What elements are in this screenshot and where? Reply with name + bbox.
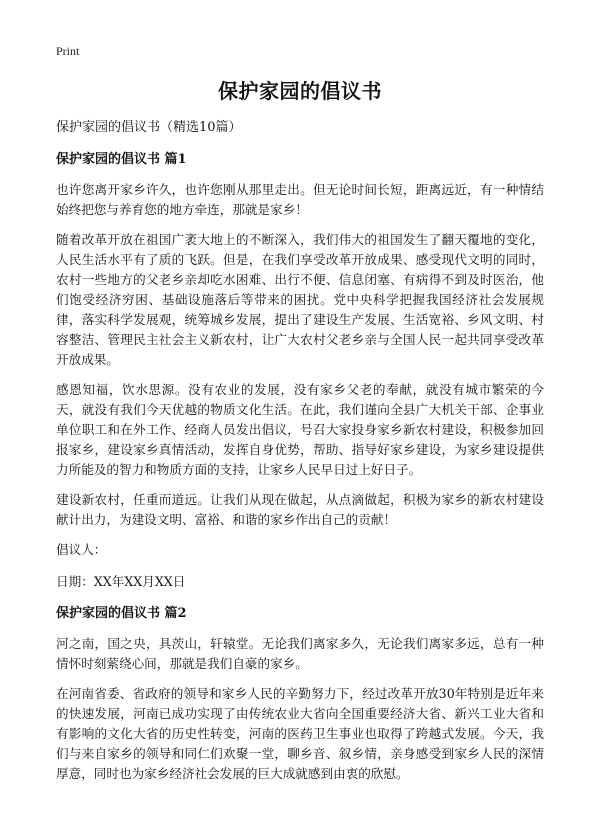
paragraph: 感恩知福，饮水思源。没有农业的发展，没有家乡父老的奉献，就没有城市繁荣的今天，就没有我们今天优越的物质文化生活。在此，我们谨向全县广大机关干部、企事业单位职工和在外工作、经商人员发出倡议，号召大家投身家乡新农村建设，积极参加回报家乡，建设家乡真情活动，发挥自身优势，帮助、指导好家乡建设，为家乡建设提供力所能及的智力和物质方面的支持，让家乡人民早日过上好日子。 — [56, 382, 544, 477]
paragraph: 也许您离开家乡许久，也许您刚从那里走出。但无论时间长短，距离远近，有一种情结始终把您与养育您的地方牵连，那就是家乡！ — [56, 182, 544, 217]
proposer-line: 倡议人： — [56, 542, 107, 557]
date-line: 日期：XX年XX月XX日 — [56, 574, 186, 589]
section-heading: 保护家园的倡议书 篇1 — [56, 152, 187, 167]
page-title: 保护家园的倡议书 — [218, 79, 382, 103]
paragraph: 在河南省委、省政府的领导和家乡人民的辛勤努力下，经过改革开放30年特别是近年来的快速发展，河南已成功实现了由传统农业大省向全国重要经济大省、新兴工业大省和有影响的文化大省的历史性转变，河南的医药卫生事业也取得了跨越式发展。今天，我们与来自家乡的领导和同仁们欢聚一堂，聊乡音、叙乡情，亲身感受到家乡人民的深情厚意，同时也为家乡经济社会发展的巨大成就感到由衷的欣慰。 — [56, 686, 544, 781]
section-heading: 保护家园的倡议书 篇2 — [56, 606, 187, 621]
paragraph: 建设新农村，任重而道远。让我们从现在做起，从点滴做起，积极为家乡的新农村建设献计出力，为建设文明、富裕、和谐的家乡作出自己的贡献！ — [56, 492, 544, 527]
paragraph: 河之南，国之央，具茨山，轩辕堂。无论我们离家多久，无论我们离家多远，总有一种情怀时刻萦绕心间，那就是我们自豪的家乡。 — [56, 636, 544, 671]
section-1 — [56, 150, 544, 592]
section-2 — [56, 604, 544, 784]
paragraph: 随着改革开放在祖国广袤大地上的不断深入，我们伟大的祖国发生了翻天覆地的变化，人民生活水平有了质的飞跃。但是，在我们享受改革开放成果、感受现代文明的同时，农村一些地方的父老乡亲却吃水困难、出行不便、信息闭塞、有病得不到及时医治，他们饱受经济穷困、基础设施落后等带来的困扰。党中央科学把握我国经济社会发展规律，落实科学发展观，统筹城乡发展，提出了建设生产发展、生活宽裕、乡风文明、村容整洁、管理民主社会主义新农村，让广大农村父老乡亲与全国人民一起共同享受改革开放成果。 — [56, 232, 544, 367]
print-link[interactable]: Print — [56, 44, 80, 58]
document-subtitle: 保护家园的倡议书（精选10篇） — [56, 120, 242, 135]
